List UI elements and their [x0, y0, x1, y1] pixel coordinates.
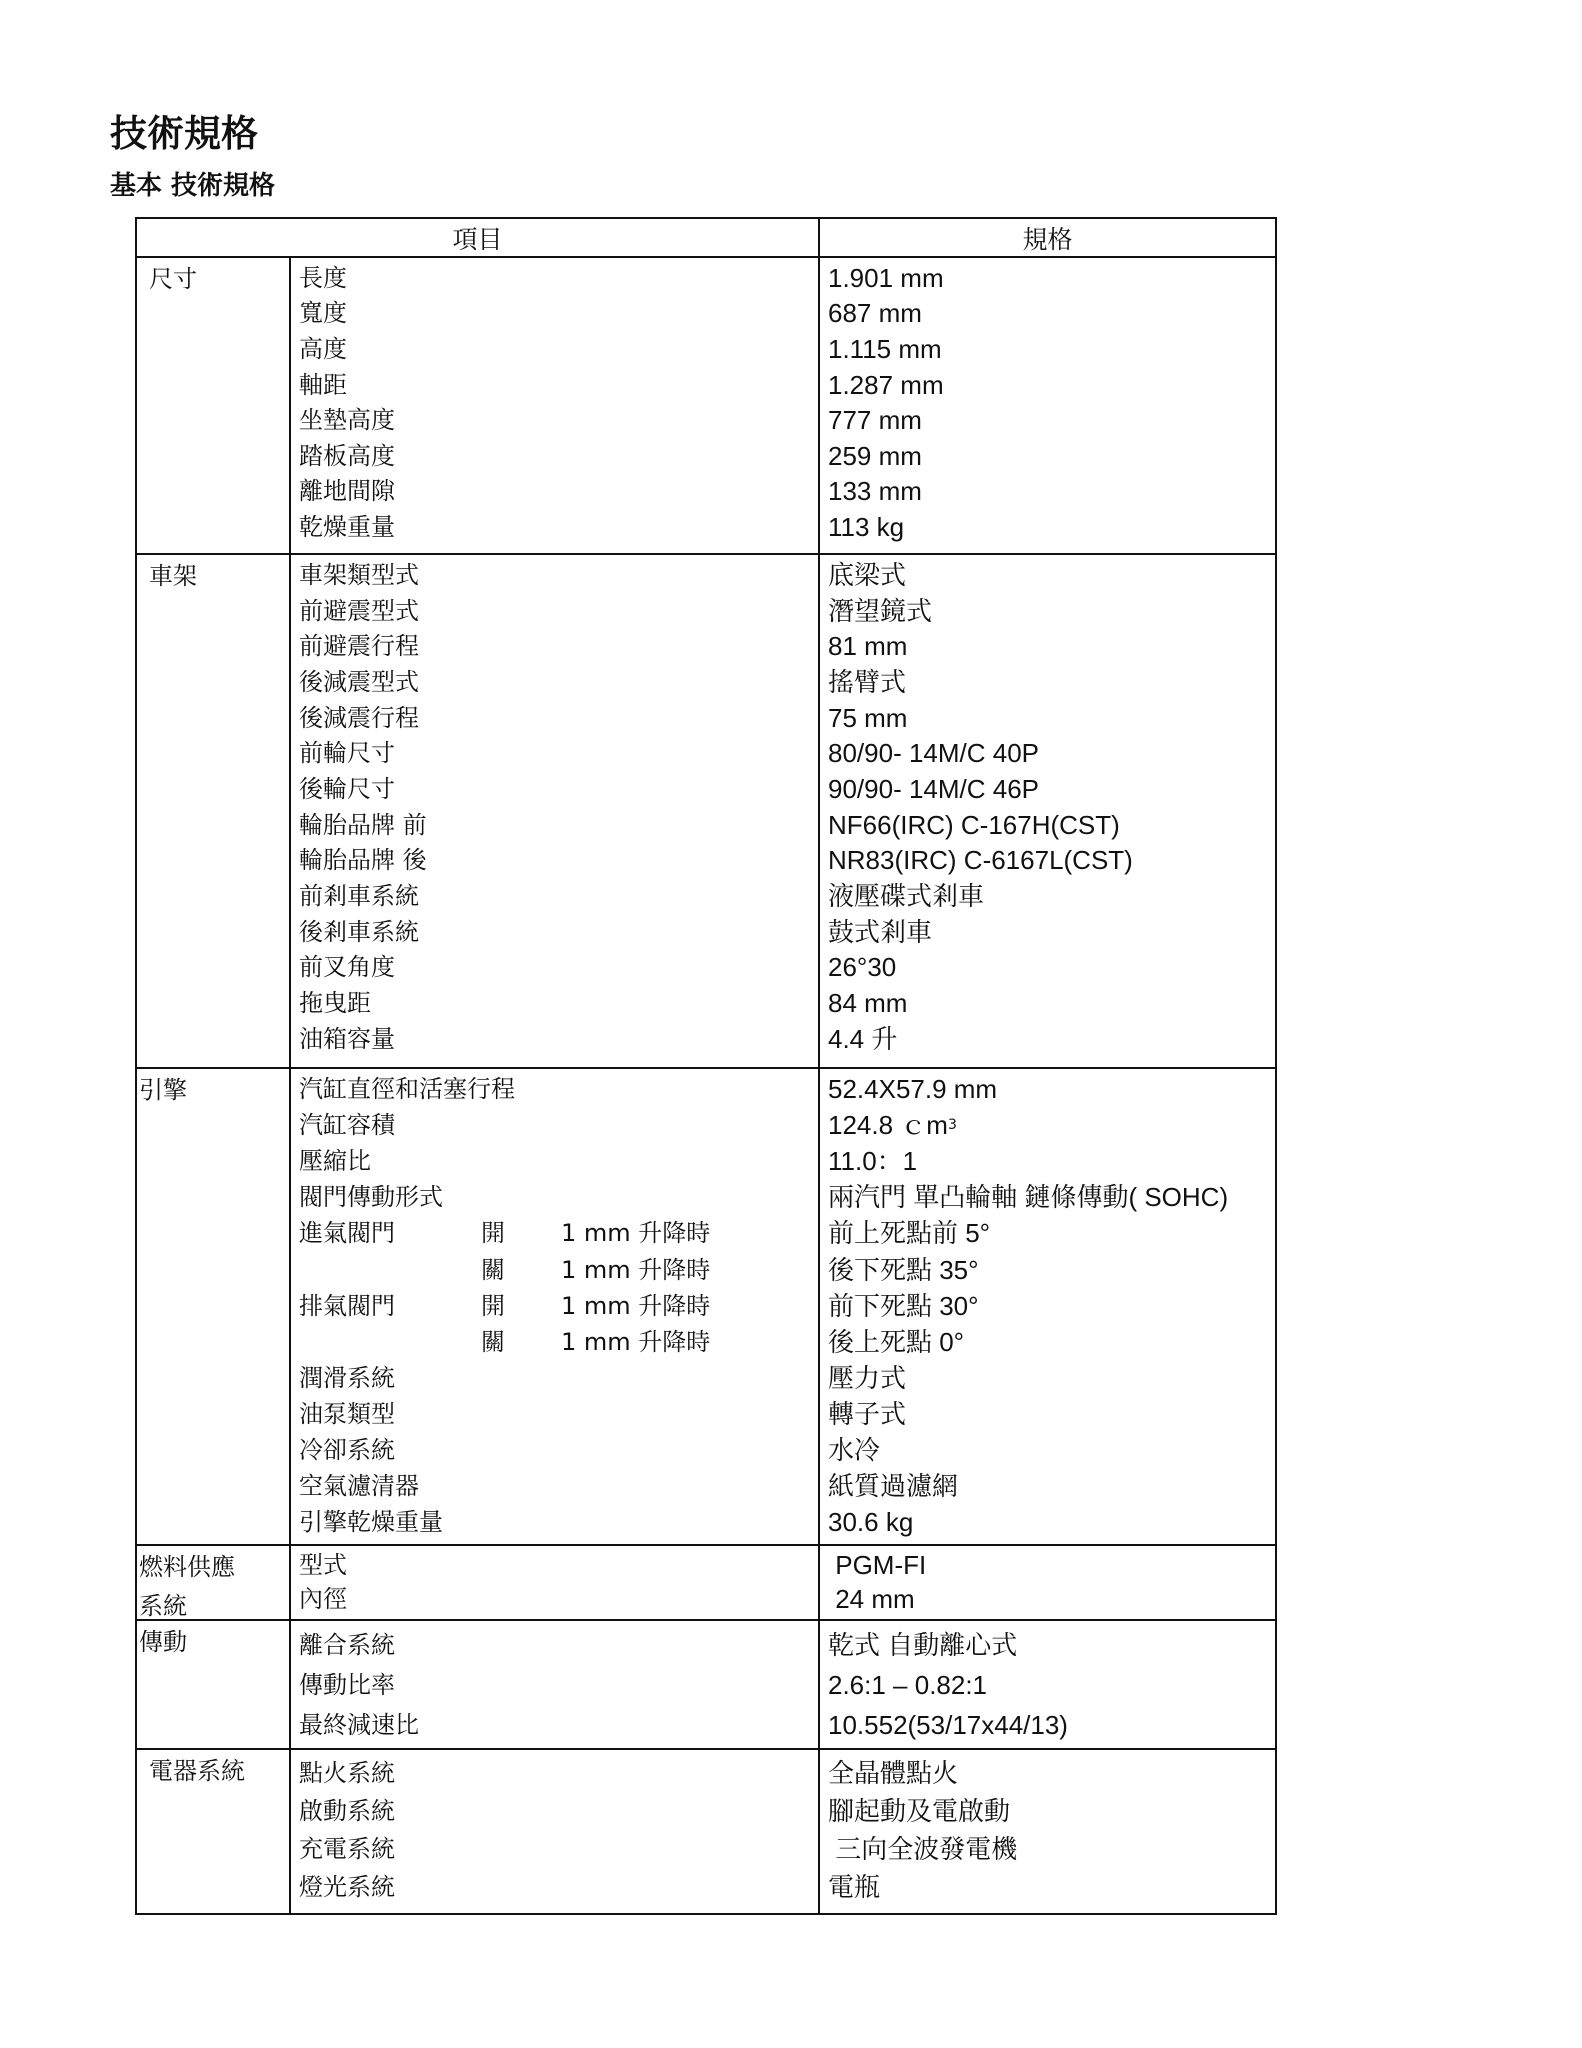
spec-item-row: [299, 438, 818, 474]
section-category: [137, 555, 291, 1067]
section-category: [137, 258, 291, 553]
spec-value-row: [828, 1432, 1275, 1468]
spec-value-row: [828, 1504, 1275, 1540]
spec-item-name: 汽缸容積: [299, 1111, 395, 1140]
spec-value-row: [828, 1625, 1275, 1665]
spec-item-row: [299, 593, 818, 629]
spec-item-row: [299, 771, 818, 807]
spec-value: 1.901 mm: [828, 262, 944, 293]
valve-state: 開: [481, 1219, 505, 1248]
spec-value-row: [828, 1107, 1275, 1143]
spec-value-row: [828, 260, 1275, 296]
spec-value-row: [828, 914, 1275, 950]
spec-item-row: [299, 1504, 818, 1540]
spec-item-name: 前剎車系統: [299, 882, 419, 911]
spec-item-name: 踏板高度: [299, 441, 395, 470]
spec-value-row: [828, 985, 1275, 1021]
spec-value: 84 mm: [828, 988, 908, 1019]
spec-section: [135, 1621, 1277, 1750]
section-values: [820, 1546, 1275, 1619]
spec-item-row: [299, 509, 818, 545]
spec-item-name: 離地間隙: [299, 477, 395, 506]
spec-value: 259 mm: [828, 440, 922, 471]
table-body: [135, 258, 1277, 1915]
page-title: 技術規格: [110, 112, 258, 155]
section-items: [291, 1546, 820, 1619]
spec-item-row: [299, 1868, 818, 1906]
section-category-line: 系統: [139, 1592, 187, 1620]
spec-item-name: 油泵類型: [299, 1399, 395, 1428]
spec-value: 26°30: [828, 952, 897, 983]
spec-item-row: [299, 1396, 818, 1432]
spec-item-name: 內徑: [299, 1585, 347, 1613]
spec-item-name: 最終減速比: [299, 1711, 419, 1739]
spec-value-row: [828, 402, 1275, 438]
section-items: [291, 555, 820, 1067]
spec-item-row: [299, 260, 818, 296]
spec-value: 全晶體點火: [828, 1758, 959, 1788]
spec-value-row: [828, 1468, 1275, 1504]
spec-item-name: 寬度: [299, 299, 347, 328]
spec-item-name: 後輪尺寸: [299, 774, 395, 803]
spec-section: [135, 555, 1277, 1069]
spec-item-row: [299, 1107, 818, 1143]
spec-value: NF66(IRC) C-167H(CST): [828, 809, 1120, 840]
spec-value: 90/90- 14M/C 46P: [828, 773, 1040, 804]
spec-value: 後下死點 35°: [828, 1254, 979, 1285]
spec-item-row: [299, 1792, 818, 1830]
spec-item-name: 引擎乾燥重量: [299, 1508, 443, 1537]
spec-value: 電瓶: [828, 1872, 881, 1902]
spec-item-row: [299, 843, 818, 879]
spec-value-row: [828, 1251, 1275, 1287]
spec-item-row: [299, 1360, 818, 1396]
spec-item-name: 前輪尺寸: [299, 739, 395, 768]
spec-item-row: [299, 664, 818, 700]
spec-item-name: 高度: [299, 334, 347, 363]
spec-value: 潛望鏡式: [828, 595, 933, 626]
spec-item-name: 傳動比率: [299, 1671, 395, 1699]
section-category-label: 尺寸: [149, 265, 197, 293]
spec-item-row: [299, 1324, 818, 1360]
spec-value-row: [828, 509, 1275, 545]
valve-lift: 1 mm 升降時: [561, 1291, 711, 1320]
spec-item-row: [299, 1754, 818, 1792]
section-category-label: 傳動: [139, 1628, 187, 1656]
spec-value-row: [828, 1396, 1275, 1432]
spec-value: 轉子式: [828, 1398, 907, 1429]
spec-value: 75 mm: [828, 702, 908, 733]
spec-value: 80/90- 14M/C 40P: [828, 738, 1040, 769]
spec-section: [135, 1750, 1277, 1915]
spec-item-row: [299, 1143, 818, 1179]
table-header: [135, 217, 1277, 258]
spec-item-name: 油箱容量: [299, 1024, 395, 1053]
spec-value: PGM-FI: [828, 1550, 927, 1580]
spec-item-row: [299, 331, 818, 367]
section-values: [820, 1750, 1275, 1913]
spec-value-row: [828, 1665, 1275, 1705]
header-spec: 規格: [1022, 224, 1073, 254]
spec-value: 777 mm: [828, 405, 922, 436]
spec-item-name: 點火系統: [299, 1759, 395, 1787]
spec-item-row: [299, 1021, 818, 1057]
spec-item-name: 軸距: [299, 370, 347, 399]
spec-value-row: [828, 1179, 1275, 1215]
spec-item-name: 離合系統: [299, 1631, 395, 1659]
spec-item-row: [299, 807, 818, 843]
spec-item-name: 冷卻系統: [299, 1435, 395, 1464]
spec-item-name: 前叉角度: [299, 953, 395, 982]
spec-item-name: 壓縮比: [299, 1147, 371, 1176]
spec-value-row: [828, 843, 1275, 879]
spec-item-name: 燈光系統: [299, 1873, 395, 1901]
valve-lift: 1 mm 升降時: [561, 1255, 711, 1284]
spec-item-row: [299, 557, 818, 593]
spec-value: 4.4 升: [828, 1023, 898, 1054]
spec-value-row: [828, 438, 1275, 474]
spec-item-name: 車架類型式: [299, 560, 419, 589]
section-category-line: 燃料供應: [139, 1553, 235, 1581]
section-values: [820, 258, 1275, 553]
spec-item-row: [299, 1179, 818, 1215]
spec-value-row: [828, 1360, 1275, 1396]
spec-value: 液壓碟式剎車: [828, 881, 985, 912]
spec-item-row: [299, 628, 818, 664]
spec-item-row: [299, 914, 818, 950]
spec-section: [135, 1069, 1277, 1546]
section-category-label: 電器系統: [149, 1757, 245, 1785]
spec-value: 133 mm: [828, 476, 922, 507]
spec-item-name: 拖曳距: [299, 989, 371, 1018]
spec-value-row: [828, 1868, 1275, 1906]
spec-value: 1.115 mm: [828, 333, 942, 364]
spec-value: 壓力式: [828, 1362, 907, 1393]
spec-item-name: 啟動系統: [299, 1797, 395, 1825]
spec-value: NR83(IRC) C-6167L(CST): [828, 845, 1133, 876]
section-items: [291, 1069, 820, 1544]
spec-value: 底梁式: [828, 559, 907, 590]
spec-item-row: [299, 1251, 818, 1287]
spec-item-row: [299, 1071, 818, 1107]
spec-item-row: [299, 1468, 818, 1504]
spec-item-name: 乾燥重量: [299, 512, 395, 541]
spec-value: 113 kg: [828, 511, 905, 542]
spec-item-row: [299, 1665, 818, 1705]
spec-value: 52.4X57.9 mm: [828, 1074, 998, 1105]
spec-value-row: [828, 367, 1275, 403]
valve-lift: 1 mm 升降時: [561, 1327, 711, 1356]
spec-item-name: 汽缸直徑和活塞行程: [299, 1075, 515, 1104]
spec-item-row: [299, 878, 818, 914]
section-category: [137, 1546, 291, 1619]
spec-item-row: [299, 402, 818, 438]
section-category-label: 車架: [149, 562, 197, 590]
spec-item-row: [299, 367, 818, 403]
spec-item-name: 前避震型式: [299, 596, 419, 625]
spec-value: 搖臂式: [828, 666, 907, 697]
spec-item-name: 前避震行程: [299, 632, 419, 661]
page-subtitle: 基本 技術規格: [110, 171, 276, 201]
spec-value-row: [828, 1021, 1275, 1057]
spec-value-row: [828, 1215, 1275, 1251]
spec-value: 1.287 mm: [828, 369, 944, 400]
spec-item-row: [299, 1215, 818, 1251]
spec-item-row: [299, 1432, 818, 1468]
spec-item-row: [299, 985, 818, 1021]
section-values: [820, 555, 1275, 1067]
spec-item-name: 坐墊高度: [299, 406, 395, 435]
spec-value: 2.6:1 – 0.82:1: [828, 1670, 988, 1700]
spec-value-row: [828, 593, 1275, 629]
spec-item-name: 後減震型式: [299, 667, 419, 696]
spec-item-name: 潤滑系統: [299, 1363, 395, 1392]
spec-item-name: 空氣濾清器: [299, 1472, 419, 1501]
spec-value-row: [828, 474, 1275, 510]
section-items: [291, 1621, 820, 1748]
spec-value-row: [828, 557, 1275, 593]
valve-state: 開: [481, 1291, 505, 1320]
spec-value-row: [828, 950, 1275, 986]
spec-item-name: 長度: [299, 263, 347, 292]
spec-item-row: [299, 1830, 818, 1868]
spec-value-row: [828, 807, 1275, 843]
spec-item-name: 閥門傳動形式: [299, 1183, 443, 1212]
spec-value: 11.0：1: [828, 1146, 918, 1177]
section-items: [291, 1750, 820, 1913]
spec-value-row: [828, 771, 1275, 807]
section-items: [291, 258, 820, 553]
spec-value: 鼓式剎車: [828, 916, 933, 947]
section-category: [137, 1621, 291, 1748]
spec-section: [135, 1546, 1277, 1621]
spec-item-row: [299, 1705, 818, 1745]
spec-value-row: [828, 735, 1275, 771]
spec-table: [135, 217, 1277, 1915]
spec-value: 前上死點前 5°: [828, 1218, 991, 1249]
spec-value-row: [828, 628, 1275, 664]
section-category: [137, 1750, 291, 1913]
spec-value-row: [828, 1792, 1275, 1830]
spec-value-row: [828, 1705, 1275, 1745]
spec-value: 三向全波發電機: [828, 1834, 1018, 1864]
spec-value-row: [828, 700, 1275, 736]
valve-state: 關: [481, 1327, 505, 1356]
spec-item-name: 輪胎品牌 後: [299, 846, 427, 875]
spec-value-row: [828, 1548, 1275, 1582]
spec-value: 24 mm: [828, 1584, 915, 1614]
spec-value-row: [828, 1754, 1275, 1792]
spec-value: 兩汽門 單凸輪軸 鏈條傳動( SOHC): [828, 1182, 1229, 1213]
spec-value-row: [828, 1830, 1275, 1868]
section-values: [820, 1069, 1275, 1544]
spec-item-name: 後剎車系統: [299, 917, 419, 946]
spec-value: 10.552(53/17x44/13): [828, 1710, 1068, 1740]
spec-section: [135, 258, 1277, 555]
spec-item-row: [299, 700, 818, 736]
spec-value: 前下死點 30°: [828, 1290, 979, 1321]
spec-value: 乾式 自動離心式: [828, 1630, 1018, 1660]
spec-value-row: [828, 1288, 1275, 1324]
spec-item-row: [299, 1288, 818, 1324]
spec-value-row: [828, 1071, 1275, 1107]
spec-item-row: [299, 296, 818, 332]
spec-value: 後上死點 0°: [828, 1326, 965, 1357]
spec-value: 687 mm: [828, 298, 922, 329]
spec-value-row: [828, 1582, 1275, 1616]
spec-item-row: [299, 474, 818, 510]
spec-value-row: [828, 1143, 1275, 1179]
spec-value-row: [828, 296, 1275, 332]
spec-value-row: [828, 1324, 1275, 1360]
spec-item-row: [299, 950, 818, 986]
spec-item-row: [299, 735, 818, 771]
spec-value: 124.8 ｃm: [828, 1110, 948, 1141]
section-category: [137, 1069, 291, 1544]
spec-value-row: [828, 878, 1275, 914]
spec-item-row: [299, 1548, 818, 1582]
spec-value-row: [828, 331, 1275, 367]
spec-item-name: 後減震行程: [299, 703, 419, 732]
spec-item-name: 型式: [299, 1551, 347, 1579]
section-values: [820, 1621, 1275, 1748]
spec-value: 腳起動及電啟動: [828, 1796, 1011, 1826]
spec-item-name: 排氣閥門: [299, 1291, 395, 1320]
spec-value: 81 mm: [828, 631, 908, 662]
spec-item-row: [299, 1625, 818, 1665]
spec-value: 水冷: [828, 1434, 881, 1465]
spec-item-name: 充電系統: [299, 1835, 395, 1863]
section-category-label: 引擎: [139, 1076, 187, 1104]
spec-item-row: [299, 1582, 818, 1616]
spec-value: 30.6 kg: [828, 1507, 914, 1538]
valve-lift: 1 mm 升降時: [561, 1219, 711, 1248]
header-item: 項目: [137, 219, 820, 256]
spec-item-name: 進氣閥門: [299, 1219, 395, 1248]
spec-value-superscript: 3: [947, 1117, 957, 1134]
spec-item-name: 輪胎品牌 前: [299, 810, 427, 839]
valve-state: 關: [481, 1255, 505, 1284]
spec-value-row: [828, 664, 1275, 700]
spec-value: 紙質過濾網: [828, 1471, 959, 1502]
